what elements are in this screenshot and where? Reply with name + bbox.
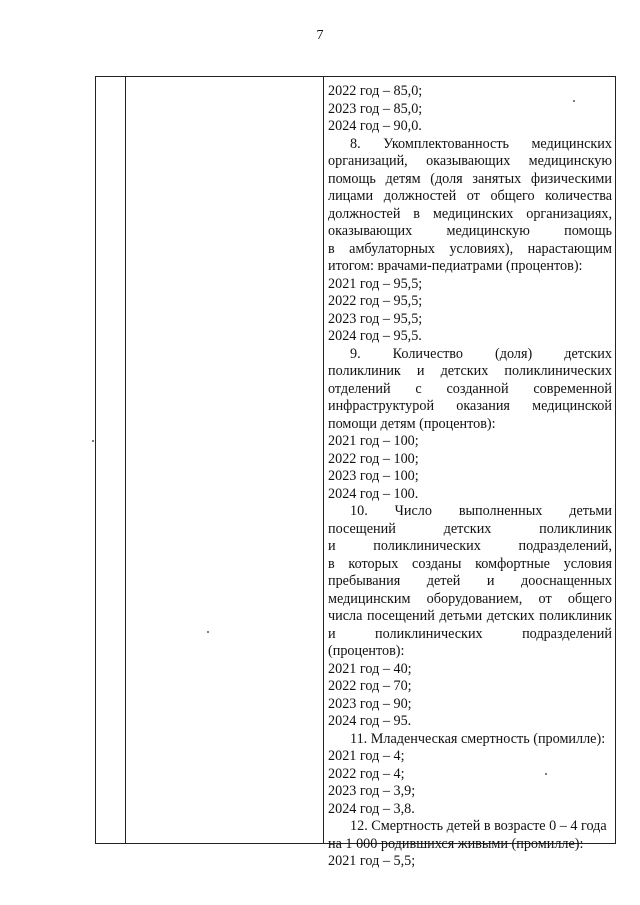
text-line: организаций, оказывающих медицинскую: [328, 153, 612, 169]
scan-speck: [545, 773, 547, 775]
text-line: 2022 год – 85,0;: [328, 83, 423, 99]
text-line: 9. Количество (доля) детских: [350, 345, 612, 362]
text-line: 2022 год – 100;: [328, 450, 419, 467]
text-line: (процентов):: [328, 643, 405, 659]
indicator-cell: [328, 83, 612, 871]
text-line: в амбулаторных условиях), нарастающим: [328, 240, 612, 257]
text-line: 11. Младенческая смертность (промилле):: [350, 730, 606, 747]
text-line: и поликлинических подразделений,: [328, 538, 612, 554]
text-line: должностей в медицинских организациях,: [328, 205, 612, 222]
text-line: посещений детских поликлиник: [328, 520, 612, 537]
text-line: 2021 год – 95,5;: [328, 275, 423, 292]
text-line: итогом: врачами-педиатрами (процентов):: [328, 258, 583, 274]
column-divider: [125, 77, 126, 843]
text-line: в которых созданы комфортные условия: [328, 555, 612, 572]
text-line: оказывающих медицинскую помощь: [328, 223, 612, 239]
text-line: 2024 год – 90,0.: [328, 118, 422, 134]
text-line: медицинским оборудованием, от общего: [328, 590, 612, 607]
text-line: 2024 год – 3,8.: [328, 800, 415, 817]
text-line: поликлиник и детских поликлинических: [328, 363, 612, 379]
column-divider: [323, 77, 324, 843]
text-line: лицами должностей от общего количества: [328, 188, 612, 204]
scan-speck: [573, 100, 575, 102]
text-line: 12. Смертность детей в возрасте 0 – 4 года: [350, 818, 607, 834]
text-line: 2022 год – 4;: [328, 765, 405, 782]
text-line: 2021 год – 40;: [328, 660, 412, 677]
text-line: отделений с созданной современной: [328, 380, 612, 397]
text-line: инфраструктурой оказания медицинской: [328, 398, 612, 414]
text-line: 2021 год – 5,5;: [328, 853, 416, 869]
scan-speck: [207, 631, 209, 633]
text-line: 2022 год – 70;: [328, 678, 412, 694]
text-line: 10. Число выполненных детьми: [350, 503, 612, 519]
text-line: 2024 год – 95,5.: [328, 328, 422, 344]
text-line: и поликлинических подразделений: [328, 625, 612, 642]
text-line: помощь детям (доля занятых физическими: [328, 170, 612, 187]
text-line: пребывания детей и дооснащенных: [328, 573, 612, 589]
text-line: помощи детям (процентов):: [328, 415, 496, 432]
text-line: 2023 год – 3,9;: [328, 783, 416, 799]
text-line: 8. Укомплектованность медицинских: [350, 135, 612, 152]
document-table: [95, 76, 616, 869]
text-line: числа посещений детьми детских поликлиник: [328, 608, 612, 624]
text-line: 2022 год – 95,5;: [328, 293, 423, 309]
text-line: 2023 год – 100;: [328, 468, 419, 484]
text-line: 2024 год – 100.: [328, 485, 419, 502]
text-line: 2024 год – 95.: [328, 713, 412, 729]
text-line: 2023 год – 85,0;: [328, 100, 423, 117]
page-number: 7: [316, 28, 324, 43]
text-line: 2023 год – 95,5;: [328, 310, 423, 327]
text-line: 2021 год – 100;: [328, 433, 419, 449]
text-line: 2023 год – 90;: [328, 695, 412, 712]
text-line: 2021 год – 4;: [328, 748, 405, 764]
scan-speck: [92, 440, 94, 442]
text-line: на 1 000 родившихся живыми (промилле):: [328, 835, 584, 852]
